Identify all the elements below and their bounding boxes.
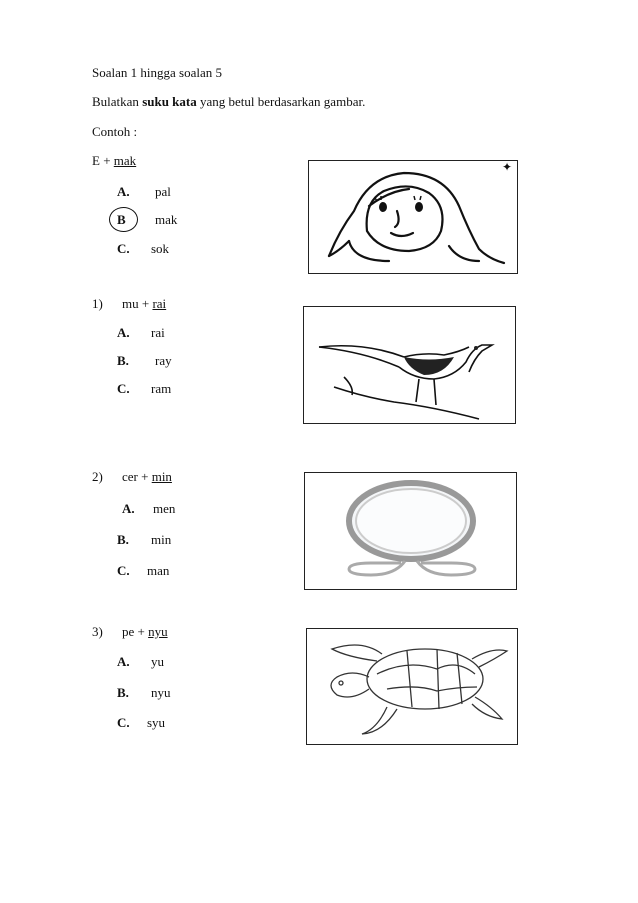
example-word (92, 153, 136, 169)
example-option-text[interactable]: sok (151, 241, 170, 256)
example-option-letter: C. (117, 241, 130, 256)
example-label: Contoh : (92, 124, 138, 139)
option-text[interactable]: man (147, 563, 170, 578)
option-letter: A. (117, 325, 130, 340)
option-letter: A. (122, 501, 135, 516)
turtle-icon (307, 629, 519, 746)
example-image-frame (308, 160, 518, 274)
answer-syllable: nyu (148, 624, 168, 639)
svg-text:✦: ✦ (502, 161, 513, 174)
option-letter: A. (117, 654, 130, 669)
example-answer-syllable: mak (113, 153, 137, 168)
example-option-letter: B (117, 212, 126, 227)
question-word (122, 469, 172, 485)
first-syllable: pe + (122, 624, 145, 639)
option-text[interactable]: rai (151, 325, 165, 340)
example-first-syllable: E + (92, 153, 111, 168)
image-frame (306, 628, 518, 745)
option-letter: C. (117, 563, 130, 578)
example-option-letter: A. (117, 184, 130, 199)
option-text[interactable]: nyu (151, 685, 171, 700)
answer-syllable: min (151, 469, 172, 484)
example-option-text[interactable]: pal (155, 184, 171, 199)
option-letter: B. (117, 685, 129, 700)
mirror-icon (305, 473, 518, 591)
question-word (122, 296, 166, 312)
option-letter: B. (117, 532, 129, 547)
girl-face-icon (309, 161, 519, 275)
first-syllable: cer + (122, 469, 149, 484)
option-letter: C. (117, 715, 130, 730)
image-frame (304, 472, 517, 590)
question-number: 3) (92, 624, 103, 639)
option-text[interactable]: min (151, 532, 172, 547)
question-number: 2) (92, 469, 103, 484)
question-word (122, 624, 168, 640)
option-letter: C. (117, 381, 130, 396)
first-syllable: mu + (122, 296, 150, 311)
instruction-bold: suku kata (142, 94, 197, 109)
instruction (92, 94, 365, 110)
option-text[interactable]: syu (147, 715, 166, 730)
option-text[interactable]: yu (151, 654, 164, 669)
option-letter: B. (117, 353, 129, 368)
question-number: 1) (92, 296, 103, 311)
instruction-post: yang betul berdasarkan gambar. (200, 94, 366, 109)
bird-icon (304, 307, 517, 425)
page-title: Soalan 1 hingga soalan 5 (92, 65, 222, 80)
option-text[interactable]: ray (155, 353, 172, 368)
image-frame (303, 306, 516, 424)
instruction-pre: Bulatkan (92, 94, 139, 109)
option-text[interactable]: ram (151, 381, 172, 396)
answer-syllable: rai (152, 296, 167, 311)
example-option-text[interactable]: mak (155, 212, 178, 227)
option-text[interactable]: men (153, 501, 176, 516)
